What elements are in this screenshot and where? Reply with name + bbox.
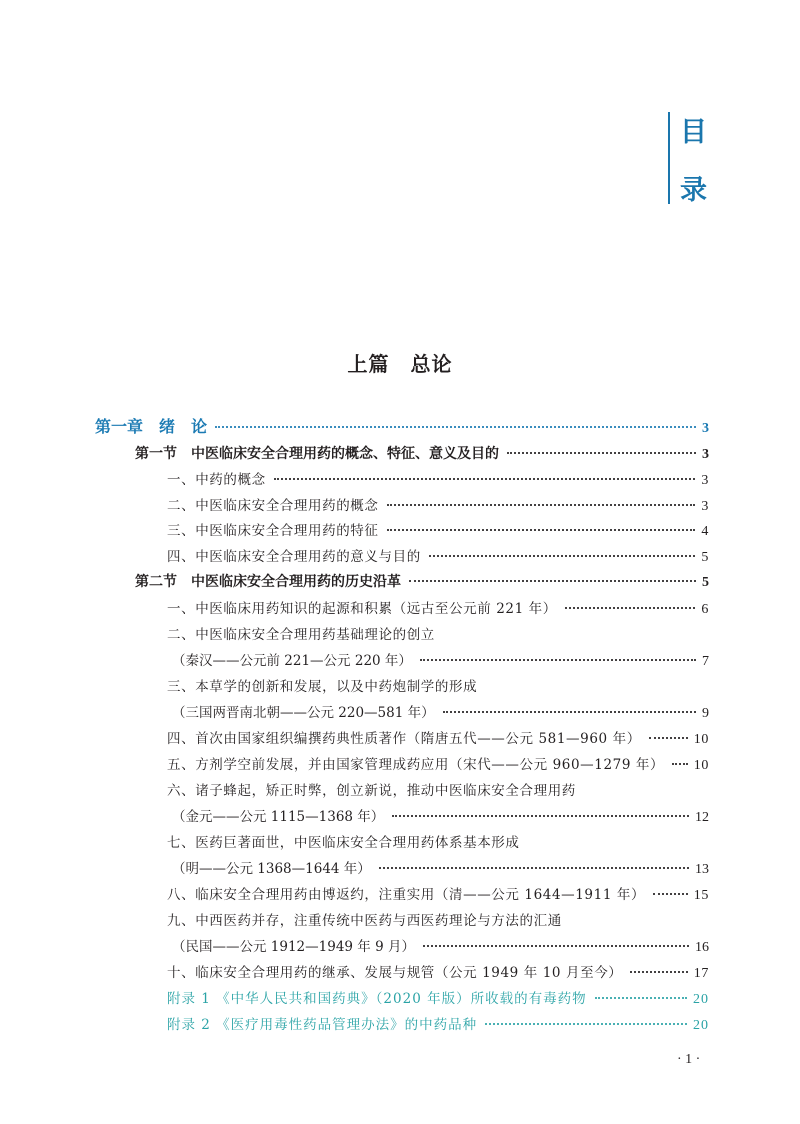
dot-leader [630, 971, 687, 973]
toc-entry-page: 3 [701, 473, 709, 488]
dot-leader [215, 426, 696, 428]
toc-entry-title: 六、诸子蜂起，矫正时弊，创立新说，推动中医临床安全合理用药 [167, 783, 576, 799]
toc-entry-title: （金元——公元 1115—1368 年） [172, 809, 385, 825]
toc-entry-page: 17 [693, 966, 709, 981]
toc-entry[interactable] [167, 961, 709, 985]
toc-entry-page: 20 [693, 1018, 709, 1033]
toc-entry-title: （民国——公元 1912—1949 年 9 月） [172, 939, 415, 955]
toc-entry-page: 15 [693, 888, 709, 903]
dot-leader [565, 607, 696, 609]
toc-entry[interactable] [167, 727, 709, 751]
toc-entry-title: 二、中医临床安全合理用药基础理论的创立 [167, 627, 435, 643]
toc-entry-title: 五、方剂学空前发展，并由国家管理成药应用（宋代——公元 960—1279 年） [167, 757, 665, 773]
dot-leader [653, 893, 688, 895]
toc-entry-page: 12 [695, 810, 709, 825]
page-number: · 1 · [677, 1052, 701, 1067]
dot-leader [443, 711, 696, 713]
toc-entry-page: 16 [695, 940, 709, 955]
toc-entry-page: 5 [701, 550, 709, 565]
toc-entry-page: 5 [702, 575, 709, 590]
toc-entry[interactable] [167, 753, 709, 777]
dot-leader [507, 452, 696, 454]
toc-entry-page: 3 [701, 499, 709, 514]
toc-entry-title: 三、中医临床安全合理用药的特征 [167, 523, 379, 539]
toc-entry-page: 7 [702, 654, 709, 669]
toc-entry[interactable] [172, 805, 709, 829]
toc-entry[interactable] [167, 545, 709, 569]
toc-entry-title: 三、本草学的创新和发展，以及中药炮制学的形成 [167, 679, 478, 695]
toc-entry-page: 13 [695, 862, 709, 877]
toc-entry-page: 6 [701, 602, 709, 617]
toc-entry[interactable] [135, 571, 709, 595]
title-divider [668, 112, 670, 204]
toc-entry-title: 八、临床安全合理用药由博返约，注重实用（清——公元 1644—1911 年） [167, 887, 646, 903]
toc-entry[interactable] [167, 1013, 709, 1037]
toc-entry[interactable] [167, 883, 709, 907]
dot-leader [392, 815, 689, 817]
dot-leader [672, 763, 688, 765]
toc-entry-title: 四、首次由国家组织编撰药典性质著作（隋唐五代——公元 581—960 年） [167, 731, 641, 747]
toc-title-char-2: 录 [680, 175, 707, 206]
toc-entry[interactable] [172, 857, 709, 881]
dot-leader [429, 555, 696, 557]
toc-entry[interactable] [172, 701, 709, 725]
dot-leader [595, 997, 687, 999]
toc-entry[interactable] [167, 468, 709, 492]
dot-leader [387, 504, 696, 506]
dot-leader [420, 659, 696, 661]
toc-entry-title: （明——公元 1368—1644 年） [172, 861, 371, 877]
dot-leader [649, 737, 688, 739]
toc-entry[interactable] [135, 443, 709, 467]
toc-entry-page: 3 [702, 421, 709, 436]
toc-entry-title: 九、中西医药并存，注重传统中医药与西医药理论与方法的汇通 [167, 913, 562, 929]
toc-entry-title: 第一章 绪 论 [95, 417, 208, 436]
toc-entry[interactable] [95, 414, 709, 438]
dot-leader [485, 1023, 687, 1025]
dot-leader [387, 529, 696, 531]
toc-entry-page: 3 [702, 447, 709, 462]
toc-entry[interactable] [167, 909, 709, 933]
toc-entry-title: 七、医药巨著面世，中医临床安全合理用药体系基本形成 [167, 835, 520, 851]
toc-entry-title: 第二节 中医临床安全合理用药的历史沿革 [135, 574, 401, 590]
toc-entry[interactable] [172, 649, 709, 673]
toc-entry-title: 二、中医临床安全合理用药的概念 [167, 498, 379, 514]
dot-leader [409, 580, 696, 582]
toc-entry[interactable] [167, 779, 709, 803]
toc-entry[interactable] [167, 987, 709, 1011]
toc-entry[interactable] [172, 935, 709, 959]
toc-entry-title: 四、中医临床安全合理用药的意义与目的 [167, 549, 421, 565]
toc-entry[interactable] [167, 519, 709, 543]
toc-entry-title: （三国两晋南北朝——公元 220—581 年） [172, 705, 435, 721]
toc-entry-page: 9 [702, 706, 709, 721]
toc-entry-title: 附录 1 《中华人民共和国药典》（2020 年版）所收载的有毒药物 [167, 991, 587, 1007]
toc-entry[interactable] [167, 494, 709, 518]
toc-entry[interactable] [167, 831, 709, 855]
toc-entry[interactable] [167, 597, 709, 621]
dot-leader [274, 478, 696, 480]
toc-entry-page: 4 [701, 524, 709, 539]
toc-entry-title: 一、中药的概念 [167, 472, 266, 488]
toc-entry-page: 20 [693, 992, 709, 1007]
toc-title-char-1: 目 [680, 117, 707, 148]
toc-entry-title: 附录 2 《医疗用毒性药品管理办法》的中药品种 [167, 1017, 478, 1033]
toc-entry-page: 10 [693, 758, 709, 773]
toc-entry-page: 10 [693, 732, 709, 747]
toc-entry[interactable] [167, 623, 709, 647]
dot-leader [379, 867, 689, 869]
toc-entry-title: （秦汉——公元前 221—公元 220 年） [172, 653, 412, 669]
toc-entry-title: 十、临床安全合理用药的继承、发展与规管（公元 1949 年 10 月至今） [167, 965, 623, 981]
part-title: 上篇 总论 [347, 352, 453, 376]
toc-entry-title: 一、中医临床用药知识的起源和积累（远古至公元前 221 年） [167, 601, 557, 617]
dot-leader [423, 945, 689, 947]
toc-entry-title: 第一节 中医临床安全合理用药的概念、特征、意义及目的 [135, 446, 499, 462]
toc-entry[interactable] [167, 675, 709, 699]
